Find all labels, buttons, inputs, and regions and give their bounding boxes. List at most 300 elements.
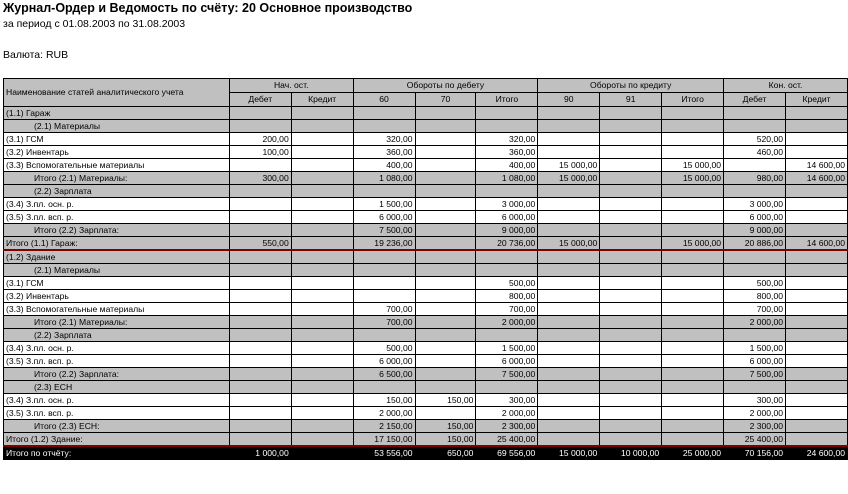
row-value — [476, 185, 538, 198]
row-value: 15 000,00 — [538, 446, 600, 460]
table-row — [4, 420, 848, 433]
row-value — [662, 264, 724, 277]
header-name: Наименование статей аналитического учета — [4, 79, 230, 107]
row-label: (3.1) ГСМ — [4, 277, 230, 290]
table-row — [4, 120, 848, 133]
row-value: 25 000,00 — [662, 446, 724, 460]
row-value — [229, 277, 291, 290]
row-value: 500,00 — [476, 277, 538, 290]
row-value — [724, 120, 786, 133]
row-value: 1 000,00 — [229, 446, 291, 460]
row-value — [786, 250, 848, 264]
row-value — [600, 355, 662, 368]
header-col: Итого — [662, 93, 724, 107]
report-period: за период с 01.08.2003 по 31.08.2003 — [3, 18, 186, 30]
row-value — [786, 303, 848, 316]
row-value — [724, 250, 786, 264]
row-value — [662, 211, 724, 224]
table-row — [4, 224, 848, 237]
row-value — [291, 316, 353, 329]
row-value — [291, 290, 353, 303]
row-value — [476, 381, 538, 394]
row-value: 150,00 — [415, 420, 476, 433]
row-value: 25 400,00 — [476, 433, 538, 447]
table-row — [4, 185, 848, 198]
row-value: 150,00 — [415, 433, 476, 447]
row-value: 6 500,00 — [353, 368, 415, 381]
row-value — [291, 237, 353, 251]
row-value: 2 000,00 — [353, 407, 415, 420]
row-label: (2.3) ЕСН — [4, 381, 230, 394]
row-value — [415, 368, 476, 381]
row-label: Итого (1.2) Здание: — [4, 433, 230, 447]
row-label: (3.5) З.пл. всп. р. — [4, 407, 230, 420]
row-value — [291, 342, 353, 355]
row-value — [291, 446, 353, 460]
row-value: 7 500,00 — [724, 368, 786, 381]
row-value — [538, 407, 600, 420]
row-value: 700,00 — [476, 303, 538, 316]
row-value: 1 500,00 — [353, 198, 415, 211]
row-value — [415, 159, 476, 172]
row-value — [229, 120, 291, 133]
row-value: 100,00 — [229, 146, 291, 159]
row-value — [415, 185, 476, 198]
row-value: 1 080,00 — [353, 172, 415, 185]
row-label: (3.1) ГСМ — [4, 133, 230, 146]
row-value — [291, 133, 353, 146]
row-value — [415, 172, 476, 185]
row-value — [538, 250, 600, 264]
row-value — [415, 355, 476, 368]
row-value — [600, 198, 662, 211]
row-label: Итого по отчёту: — [4, 446, 230, 460]
row-value — [786, 185, 848, 198]
row-label: (3.5) З.пл. всп. р. — [4, 211, 230, 224]
row-value — [291, 264, 353, 277]
row-value — [415, 224, 476, 237]
row-value: 20 886,00 — [724, 237, 786, 251]
row-value — [662, 250, 724, 264]
row-value — [415, 303, 476, 316]
row-value — [662, 316, 724, 329]
table-row — [4, 264, 848, 277]
row-value: 2 000,00 — [724, 407, 786, 420]
row-label: (3.2) Инвентарь — [4, 146, 230, 159]
row-value: 400,00 — [353, 159, 415, 172]
row-label: Итого (2.1) Материалы: — [4, 316, 230, 329]
row-value: 2 000,00 — [724, 316, 786, 329]
row-value: 3 000,00 — [724, 198, 786, 211]
row-value: 1 500,00 — [476, 342, 538, 355]
row-value — [229, 355, 291, 368]
table-row — [4, 394, 848, 407]
row-value — [662, 277, 724, 290]
row-label: Итого (1.1) Гараж: — [4, 237, 230, 251]
row-value: 6 000,00 — [724, 211, 786, 224]
table-row — [4, 316, 848, 329]
row-value: 400,00 — [476, 159, 538, 172]
row-value — [291, 146, 353, 159]
row-label: Итого (2.2) Зарплата: — [4, 224, 230, 237]
row-value: 300,00 — [229, 172, 291, 185]
header-col: 70 — [415, 93, 476, 107]
row-value — [476, 107, 538, 120]
row-value — [600, 250, 662, 264]
row-value — [786, 146, 848, 159]
table-row — [4, 355, 848, 368]
row-value — [353, 120, 415, 133]
row-value — [600, 303, 662, 316]
row-value: 15 000,00 — [538, 159, 600, 172]
row-value — [291, 185, 353, 198]
row-value — [786, 368, 848, 381]
row-value — [415, 146, 476, 159]
row-value — [415, 407, 476, 420]
row-value — [291, 381, 353, 394]
row-value: 700,00 — [353, 316, 415, 329]
row-value — [662, 224, 724, 237]
row-value: 20 736,00 — [476, 237, 538, 251]
row-value — [724, 329, 786, 342]
row-value — [291, 120, 353, 133]
row-value — [476, 329, 538, 342]
row-value — [353, 107, 415, 120]
row-value — [229, 368, 291, 381]
row-value: 15 000,00 — [662, 159, 724, 172]
row-value — [600, 107, 662, 120]
row-value: 69 556,00 — [476, 446, 538, 460]
row-value: 19 236,00 — [353, 237, 415, 251]
row-value — [291, 303, 353, 316]
table-row — [4, 342, 848, 355]
row-value — [662, 185, 724, 198]
row-value: 500,00 — [353, 342, 415, 355]
row-value — [229, 381, 291, 394]
row-value — [600, 394, 662, 407]
row-value — [786, 329, 848, 342]
row-value: 15 000,00 — [538, 172, 600, 185]
row-value — [229, 316, 291, 329]
row-value — [229, 290, 291, 303]
row-value: 2 300,00 — [476, 420, 538, 433]
row-label: Итого (2.2) Зарплата: — [4, 368, 230, 381]
row-value — [600, 407, 662, 420]
row-value — [600, 342, 662, 355]
row-value — [291, 211, 353, 224]
row-value — [291, 407, 353, 420]
row-value: 15 000,00 — [538, 237, 600, 251]
row-value: 14 600,00 — [786, 159, 848, 172]
row-value — [353, 290, 415, 303]
report-table — [3, 78, 848, 460]
row-value — [600, 185, 662, 198]
row-value — [291, 277, 353, 290]
header-col: 90 — [538, 93, 600, 107]
row-value: 2 150,00 — [353, 420, 415, 433]
row-value — [662, 133, 724, 146]
row-value — [415, 342, 476, 355]
row-value: 6 000,00 — [476, 355, 538, 368]
row-value: 150,00 — [415, 394, 476, 407]
row-value — [229, 407, 291, 420]
row-value — [786, 224, 848, 237]
table-row — [4, 237, 848, 251]
row-value — [600, 264, 662, 277]
table-row — [4, 211, 848, 224]
row-value — [538, 394, 600, 407]
row-value — [229, 433, 291, 447]
row-value — [291, 394, 353, 407]
row-value — [291, 250, 353, 264]
row-value — [229, 224, 291, 237]
row-value — [415, 277, 476, 290]
row-value: 300,00 — [724, 394, 786, 407]
row-value: 2 300,00 — [724, 420, 786, 433]
table-row — [4, 303, 848, 316]
row-value — [538, 433, 600, 447]
row-value — [600, 237, 662, 251]
table-row — [4, 172, 848, 185]
row-value — [724, 159, 786, 172]
row-value — [353, 277, 415, 290]
row-value — [786, 433, 848, 447]
row-value — [538, 185, 600, 198]
table-row — [4, 368, 848, 381]
row-value — [415, 107, 476, 120]
table-row — [4, 159, 848, 172]
row-value: 550,00 — [229, 237, 291, 251]
row-value: 150,00 — [353, 394, 415, 407]
row-value — [600, 120, 662, 133]
header-col: Кредит — [291, 93, 353, 107]
row-value: 9 000,00 — [724, 224, 786, 237]
row-value: 700,00 — [353, 303, 415, 316]
row-value — [291, 159, 353, 172]
header-col: Кредит — [786, 93, 848, 107]
row-value: 800,00 — [476, 290, 538, 303]
row-value: 320,00 — [353, 133, 415, 146]
row-value: 200,00 — [229, 133, 291, 146]
header-col: Дебет — [229, 93, 291, 107]
row-value: 980,00 — [724, 172, 786, 185]
row-value — [662, 198, 724, 211]
row-value — [415, 264, 476, 277]
row-value: 800,00 — [724, 290, 786, 303]
row-value — [786, 107, 848, 120]
row-value: 17 150,00 — [353, 433, 415, 447]
row-value: 1 500,00 — [724, 342, 786, 355]
table-row — [4, 198, 848, 211]
row-value: 300,00 — [476, 394, 538, 407]
row-value — [600, 329, 662, 342]
row-value — [229, 211, 291, 224]
header-col: 91 — [600, 93, 662, 107]
row-value: 2 000,00 — [476, 407, 538, 420]
row-value — [415, 133, 476, 146]
row-value — [353, 264, 415, 277]
row-value — [538, 368, 600, 381]
row-value: 15 000,00 — [662, 237, 724, 251]
row-value — [291, 433, 353, 447]
row-label: (3.4) З.пл. осн. р. — [4, 198, 230, 211]
row-value — [600, 133, 662, 146]
row-value — [662, 107, 724, 120]
row-value — [600, 381, 662, 394]
row-label: (2.1) Материалы — [4, 264, 230, 277]
row-value: 24 600,00 — [786, 446, 848, 460]
row-value — [353, 329, 415, 342]
report-title: Журнал-Ордер и Ведомость по счёту: 20 Основное производство — [3, 1, 413, 15]
table-row — [4, 446, 848, 460]
header-col: Итого — [476, 93, 538, 107]
row-label: Итого (2.1) Материалы: — [4, 172, 230, 185]
row-value — [291, 107, 353, 120]
report-currency: Валюта: RUB — [3, 49, 69, 61]
row-value — [229, 342, 291, 355]
row-value: 1 080,00 — [476, 172, 538, 185]
row-value — [786, 420, 848, 433]
row-value — [229, 107, 291, 120]
row-value — [291, 172, 353, 185]
row-value: 500,00 — [724, 277, 786, 290]
row-value — [786, 342, 848, 355]
row-value — [662, 146, 724, 159]
row-value: 6 000,00 — [476, 211, 538, 224]
row-value — [229, 329, 291, 342]
row-value — [229, 394, 291, 407]
row-value: 7 500,00 — [476, 368, 538, 381]
header-group-closing: Кон. ост. — [724, 79, 848, 93]
row-value — [600, 420, 662, 433]
row-value — [786, 394, 848, 407]
row-value — [724, 381, 786, 394]
row-label: (3.5) З.пл. всп. р. — [4, 355, 230, 368]
row-value: 6 000,00 — [724, 355, 786, 368]
row-label: (3.2) Инвентарь — [4, 290, 230, 303]
row-value: 14 600,00 — [786, 172, 848, 185]
row-value: 15 000,00 — [662, 172, 724, 185]
table-row — [4, 290, 848, 303]
row-value — [662, 381, 724, 394]
row-value — [600, 146, 662, 159]
row-value — [538, 146, 600, 159]
row-value: 6 000,00 — [353, 355, 415, 368]
row-value — [538, 211, 600, 224]
row-value — [415, 237, 476, 251]
row-value — [600, 159, 662, 172]
header-col: Дебет — [724, 93, 786, 107]
row-value — [724, 107, 786, 120]
row-value — [662, 433, 724, 447]
row-label: (3.3) Вспомогательные материалы — [4, 303, 230, 316]
row-value — [229, 185, 291, 198]
row-value — [662, 342, 724, 355]
row-value: 14 600,00 — [786, 237, 848, 251]
row-value — [600, 211, 662, 224]
row-value — [415, 211, 476, 224]
row-value — [662, 290, 724, 303]
row-value: 10 000,00 — [600, 446, 662, 460]
row-value — [415, 329, 476, 342]
row-value — [415, 290, 476, 303]
row-value — [229, 420, 291, 433]
row-value — [662, 303, 724, 316]
row-value — [353, 250, 415, 264]
row-value: 700,00 — [724, 303, 786, 316]
row-value — [229, 264, 291, 277]
row-value: 520,00 — [724, 133, 786, 146]
row-value — [538, 264, 600, 277]
row-value — [415, 250, 476, 264]
row-value: 2 000,00 — [476, 316, 538, 329]
table-row — [4, 133, 848, 146]
row-value — [538, 342, 600, 355]
row-value — [662, 120, 724, 133]
row-value: 460,00 — [724, 146, 786, 159]
row-value — [291, 329, 353, 342]
row-value — [786, 407, 848, 420]
row-value — [538, 316, 600, 329]
row-value — [415, 381, 476, 394]
row-value — [538, 290, 600, 303]
row-value — [662, 420, 724, 433]
row-value: 9 000,00 — [476, 224, 538, 237]
row-value — [229, 159, 291, 172]
header-col: 60 — [353, 93, 415, 107]
row-value — [476, 250, 538, 264]
row-label: (2.2) Зарплата — [4, 185, 230, 198]
row-value — [786, 264, 848, 277]
row-value — [600, 368, 662, 381]
row-value: 320,00 — [476, 133, 538, 146]
row-value: 70 156,00 — [724, 446, 786, 460]
header-group-debit-turnover: Обороты по дебету — [353, 79, 538, 93]
row-value: 6 000,00 — [353, 211, 415, 224]
row-value — [538, 224, 600, 237]
row-label: (3.4) З.пл. осн. р. — [4, 342, 230, 355]
row-value — [538, 381, 600, 394]
row-value: 360,00 — [353, 146, 415, 159]
header-group-opening: Нач. ост. — [229, 79, 353, 93]
row-value — [786, 381, 848, 394]
table-row — [4, 329, 848, 342]
table-row — [4, 407, 848, 420]
row-value — [476, 120, 538, 133]
table-row — [4, 277, 848, 290]
row-value — [600, 224, 662, 237]
row-label: (2.1) Материалы — [4, 120, 230, 133]
row-value — [786, 316, 848, 329]
row-value: 650,00 — [415, 446, 476, 460]
row-value — [538, 120, 600, 133]
row-value — [476, 264, 538, 277]
row-value — [662, 329, 724, 342]
row-value — [724, 185, 786, 198]
row-value — [600, 172, 662, 185]
row-value — [724, 264, 786, 277]
row-value — [786, 355, 848, 368]
row-value — [662, 407, 724, 420]
row-label: Итого (2.3) ЕСН: — [4, 420, 230, 433]
row-value — [786, 277, 848, 290]
row-value — [600, 433, 662, 447]
row-value — [229, 250, 291, 264]
row-value — [538, 303, 600, 316]
row-value: 360,00 — [476, 146, 538, 159]
row-value — [291, 198, 353, 211]
row-value — [538, 355, 600, 368]
